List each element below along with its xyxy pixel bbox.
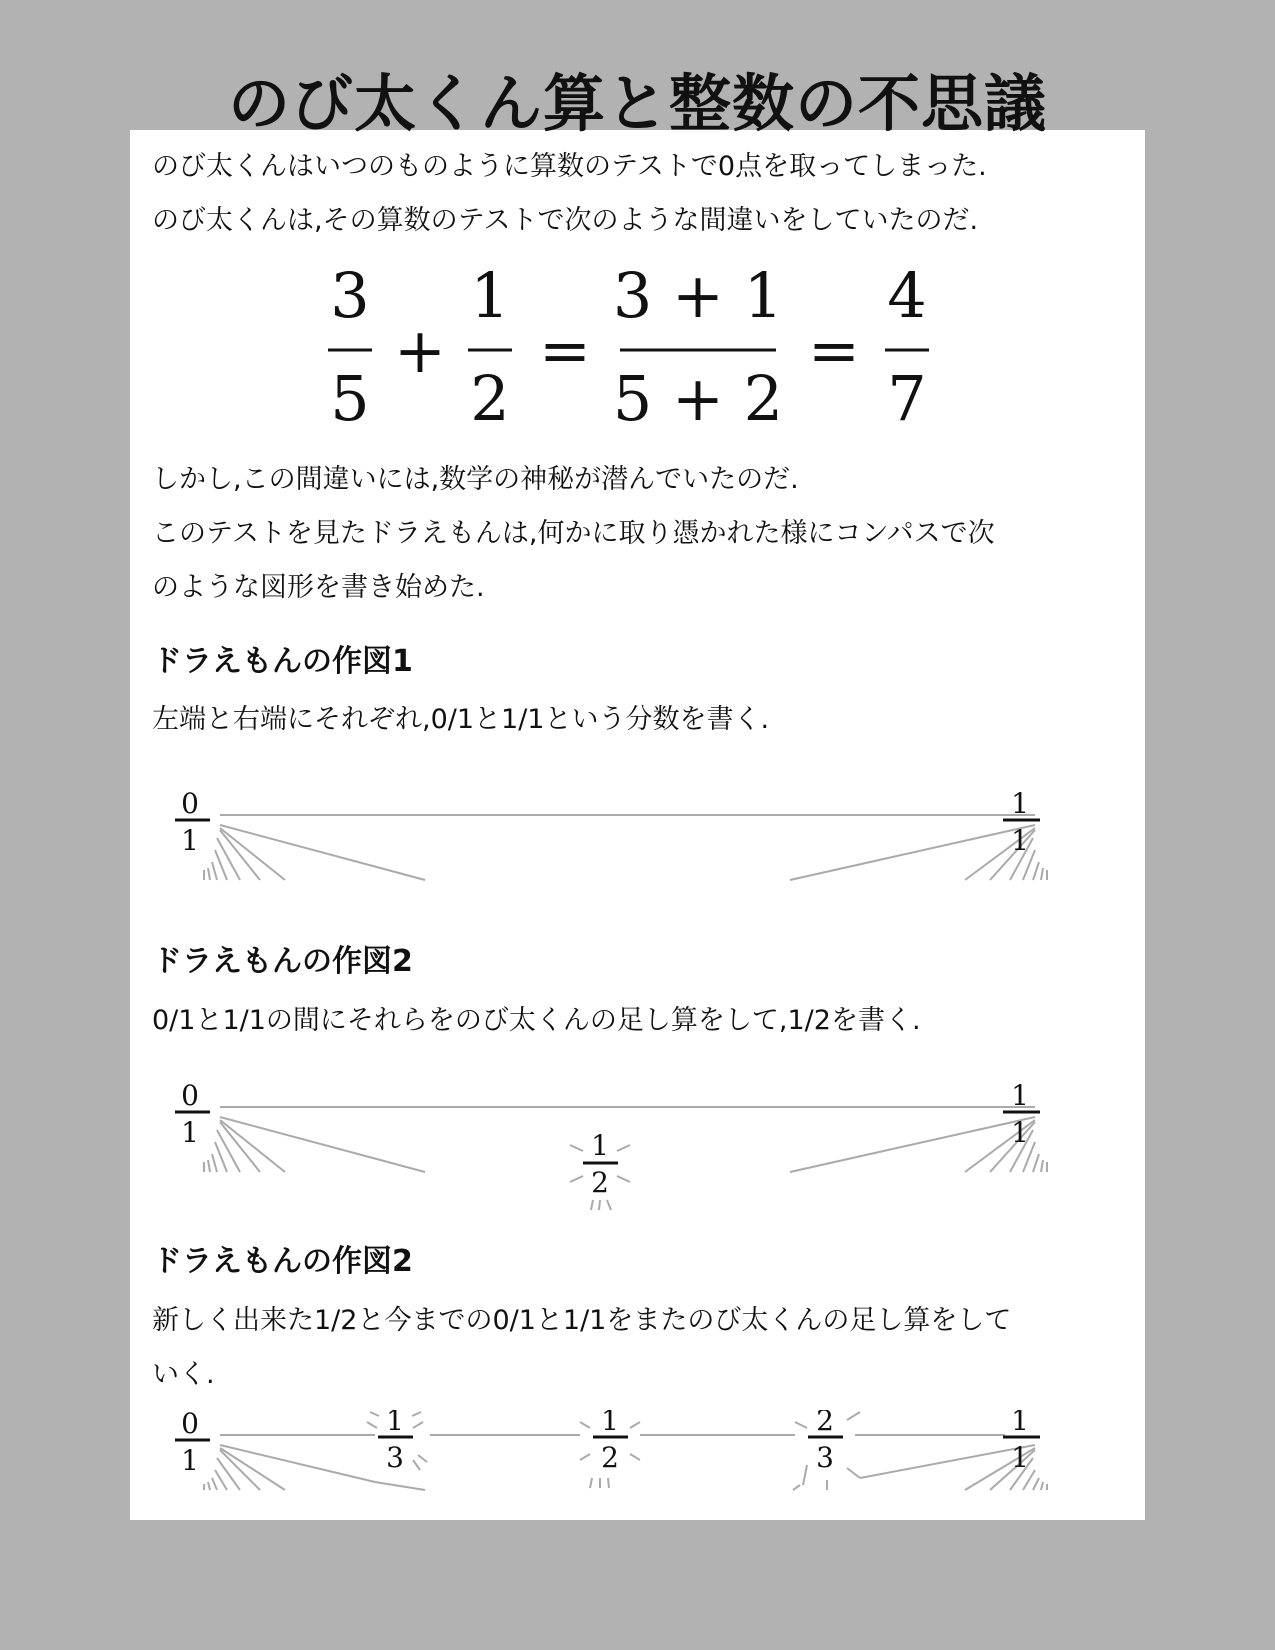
- eq-f2-num: 1: [470, 265, 510, 332]
- frac-1-2-num: 1: [591, 1129, 609, 1162]
- eq-plus: +: [394, 314, 446, 387]
- frac-0-1-num: 0: [181, 1082, 199, 1112]
- section1-heading: ドラえもんの作図1: [152, 644, 413, 679]
- section2-heading: ドラえもんの作図2: [152, 944, 413, 979]
- eq-f3-den: 5 + 2: [612, 362, 784, 435]
- frac-1-3-num: 1: [386, 1410, 404, 1437]
- frac-1-1-den: 1: [1011, 1441, 1029, 1474]
- eq-f1-num: 3: [330, 265, 370, 332]
- frac-2-3-den: 3: [816, 1441, 834, 1474]
- section3-text-line-1: 新しく出来た1/2と今までの0/1と1/1をまたのび太くんの足し算をして: [152, 1305, 1012, 1336]
- frac-1-1-num: 1: [1011, 1082, 1029, 1112]
- frac-1-1-den: 1: [1011, 824, 1029, 857]
- section3-text-line-2: いく.: [152, 1359, 215, 1390]
- frac-0-1-num: 0: [181, 790, 199, 820]
- intro-line-2: のび太くんは,その算数のテストで次のような間違いをしていたのだ.: [152, 205, 979, 236]
- section1-text: 左端と右端にそれぞれ,0/1と1/1という分数を書く.: [152, 704, 770, 735]
- frac-2-3-num: 2: [816, 1410, 834, 1437]
- farey-diagram-1: [175, 790, 1075, 890]
- intro-line-1: のび太くんはいつのものように算数のテストで0点を取ってしまった.: [152, 151, 987, 182]
- frac-1-2-num: 1: [601, 1410, 619, 1437]
- document-panel: [130, 130, 1145, 1520]
- mystery-line-1: しかし,この間違いには,数学の神秘が潜んでいたのだ.: [152, 464, 799, 495]
- eq-f3-num: 3 + 1: [612, 265, 784, 332]
- equation: [310, 265, 950, 435]
- frac-1-1-num: 1: [1011, 1410, 1029, 1437]
- frac-1-2-den: 2: [601, 1441, 619, 1474]
- mystery-line-3: のような図形を書き始めた.: [152, 572, 485, 603]
- frac-1-1-num: 1: [1011, 790, 1029, 820]
- frac-1-1-den: 1: [1011, 1116, 1029, 1149]
- frac-0-1-den: 1: [181, 1116, 199, 1149]
- eq-f2-den: 2: [470, 362, 510, 435]
- frac-1-2-den: 2: [591, 1166, 609, 1199]
- eq-equals-2: =: [808, 314, 860, 387]
- eq-f4-num: 4: [887, 265, 927, 332]
- farey-diagram-2: [175, 1082, 1075, 1222]
- eq-f1-den: 5: [330, 362, 370, 435]
- frac-1-3-den: 3: [386, 1441, 404, 1474]
- frac-0-1-den: 1: [181, 824, 199, 857]
- eq-equals-1: =: [539, 314, 591, 387]
- section2-text: 0/1と1/1の間にそれらをのび太くんの足し算をして,1/2を書く.: [152, 1005, 921, 1036]
- mystery-line-2: このテストを見たドラえもんは,何かに取り憑かれた様にコンパスで次: [152, 518, 995, 549]
- farey-diagram-3: [175, 1410, 1075, 1510]
- frac-0-1-den: 1: [181, 1444, 199, 1477]
- page-title: のび太くん算と整数の不思議: [227, 67, 1047, 140]
- eq-f4-den: 7: [887, 362, 927, 435]
- frac-0-1-num: 0: [181, 1410, 199, 1440]
- section3-heading: ドラえもんの作図2: [152, 1244, 413, 1279]
